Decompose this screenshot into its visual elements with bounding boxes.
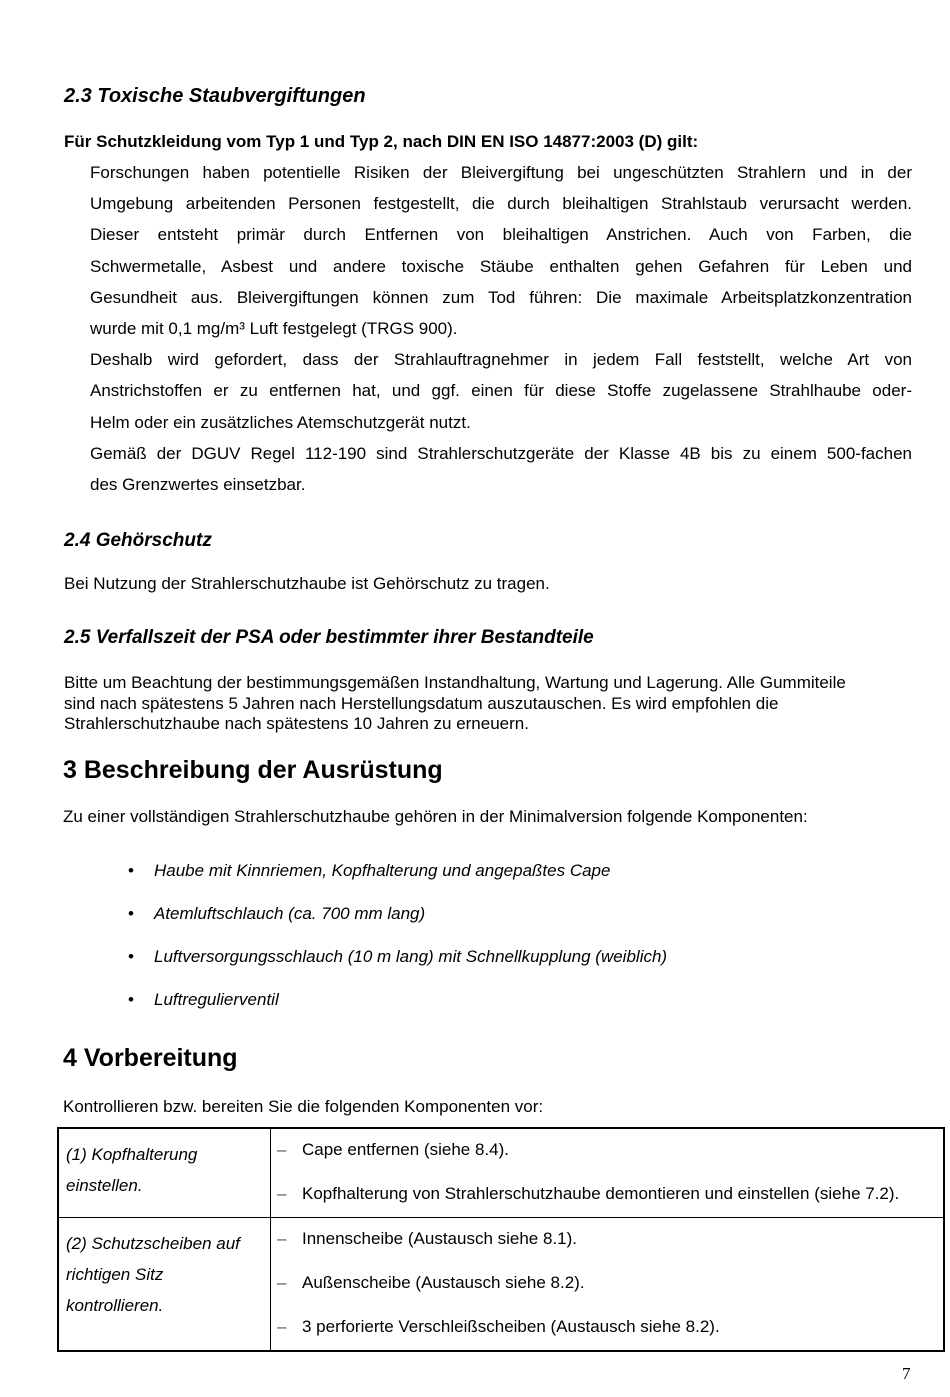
dash-icon: –: [277, 1140, 287, 1159]
list-item-text: Luftregulierventil: [154, 990, 279, 1009]
paragraph-line: sind nach spätestens 5 Jahren nach Herstellungsdatum auszutauschen. Es wird empfohlen die: [64, 693, 779, 713]
dash-icon: –: [277, 1273, 287, 1292]
section-4-heading: 4 Vorbereitung: [63, 1044, 238, 1072]
paragraph-line: Anstrichstoffen er zu entfernen hat, und ggf. einen für diese Stoffe zugelassene Strahlhaube oder-: [90, 381, 912, 401]
label-line: kontrollieren.: [66, 1296, 164, 1315]
section-2-4-heading: 2.4 Gehörschutz: [64, 530, 212, 551]
list-item: [277, 1316, 939, 1342]
section-2-3-paragraph-1: [90, 157, 912, 500]
components-table: [57, 1127, 945, 1352]
section-2-3-heading: 2.3 Toxische Staubvergiftungen: [64, 85, 366, 107]
label-line: (2) Schutzscheiben auf: [66, 1234, 240, 1253]
paragraph-line: Helm oder ein zusätzliches Atemschutzgerät nutzt.: [90, 412, 471, 432]
table-row: [58, 1218, 944, 1352]
table-label-cell: [58, 1128, 271, 1218]
list-item-text: 3 perforierte Verschleißscheiben (Austausch siehe 8.2).: [302, 1317, 720, 1336]
paragraph-line: des Grenzwertes einsetzbar.: [90, 475, 306, 495]
bullet-icon: •: [128, 947, 134, 966]
paragraph-line: Umgebung arbeitenden Personen festgestellt, die durch bleihaltigen Strahlstaub verursacht werden.: [90, 194, 912, 214]
list-item: [277, 1272, 939, 1316]
paragraph-line: Gesundheit aus. Bleivergiftungen können zum Tod führen: Die maximale Arbeitsplatzkonzentration: [90, 287, 912, 307]
label-line: (1) Kopfhalterung: [66, 1145, 198, 1164]
list-item: [277, 1228, 939, 1272]
list-item-text: Cape entfernen (siehe 8.4).: [302, 1140, 509, 1159]
bullet-icon: •: [128, 904, 134, 923]
table-items-cell: [271, 1128, 945, 1218]
list-item-text: Innenscheibe (Austausch siehe 8.1).: [302, 1229, 578, 1248]
section-3-intro: Zu einer vollständigen Strahlerschutzhaube gehören in der Minimalversion folgende Komponenten:: [63, 807, 808, 826]
list-item-text: Atemluftschlauch (ca. 700 mm lang): [154, 904, 426, 923]
dash-icon: –: [277, 1317, 287, 1336]
section-2-5-heading: 2.5 Verfallszeit der PSA oder bestimmter ihrer Bestandteile: [64, 627, 594, 648]
list-item: [277, 1183, 939, 1209]
section-4-intro: Kontrollieren bzw. bereiten Sie die folgenden Komponenten vor:: [63, 1097, 544, 1116]
bullet-icon: •: [128, 990, 134, 1009]
section-2-3-subheading: Für Schutzkleidung vom Typ 1 und Typ 2, nach DIN EN ISO 14877:2003 (D) gilt:: [64, 132, 699, 151]
list-item-text: Kopfhalterung von Strahlerschutzhaube demontieren und einstellen (siehe 7.2).: [302, 1184, 900, 1203]
paragraph-line: Strahlerschutzhaube nach spätestens 10 Jahren zu erneuern.: [64, 714, 529, 733]
table-items-cell: [271, 1218, 945, 1352]
section-3-heading: 3 Beschreibung der Ausrüstung: [63, 756, 443, 784]
page-number: 7: [902, 1364, 911, 1383]
paragraph-line: Bitte um Beachtung der bestimmungsgemäßen Instandhaltung, Wartung und Lagerung. Alle Gummiteile: [64, 673, 846, 692]
paragraph-line: Deshalb wird gefordert, dass der Strahlauftragnehmer in jedem Fall feststellt, welche Art von: [90, 350, 912, 370]
paragraph-line: Forschungen haben potentielle Risiken der Bleivergiftung bei ungeschützten Strahlern und in der: [90, 163, 912, 182]
label-line: richtigen Sitz: [66, 1265, 164, 1284]
dash-icon: –: [277, 1184, 287, 1203]
table-label-cell: [58, 1218, 271, 1352]
dash-icon: –: [277, 1229, 287, 1248]
paragraph-line: Gemäß der DGUV Regel 112-190 sind Strahlerschutzgeräte der Klasse 4B bis zu einem 500-fachen: [90, 443, 912, 463]
list-item-text: Haube mit Kinnriemen, Kopfhalterung und angepaßtes Cape: [154, 861, 611, 880]
section-2-5-paragraph: [64, 673, 924, 735]
list-item-text: Luftversorgungsschlauch (10 m lang) mit Schnellkupplung (weiblich): [154, 947, 668, 966]
label-line: einstellen.: [66, 1176, 143, 1195]
table-row: [58, 1128, 944, 1218]
paragraph-line: Schwermetalle, Asbest und andere toxische Stäube enthalten gehen Gefahren für Leben und: [90, 256, 912, 276]
paragraph-line: wurde mit 0,1 mg/m³ Luft festgelegt (TRGS 900).: [90, 319, 458, 339]
bullet-icon: •: [128, 861, 134, 880]
list-item: [277, 1139, 939, 1183]
list-item-text: Außenscheibe (Austausch siehe 8.2).: [302, 1273, 585, 1292]
section-2-4-text: Bei Nutzung der Strahlerschutzhaube ist Gehörschutz zu tragen.: [64, 574, 550, 593]
paragraph-line: Dieser entsteht primär durch Entfernen von bleihaltigen Anstrichen. Auch von Farben, die: [90, 225, 912, 245]
